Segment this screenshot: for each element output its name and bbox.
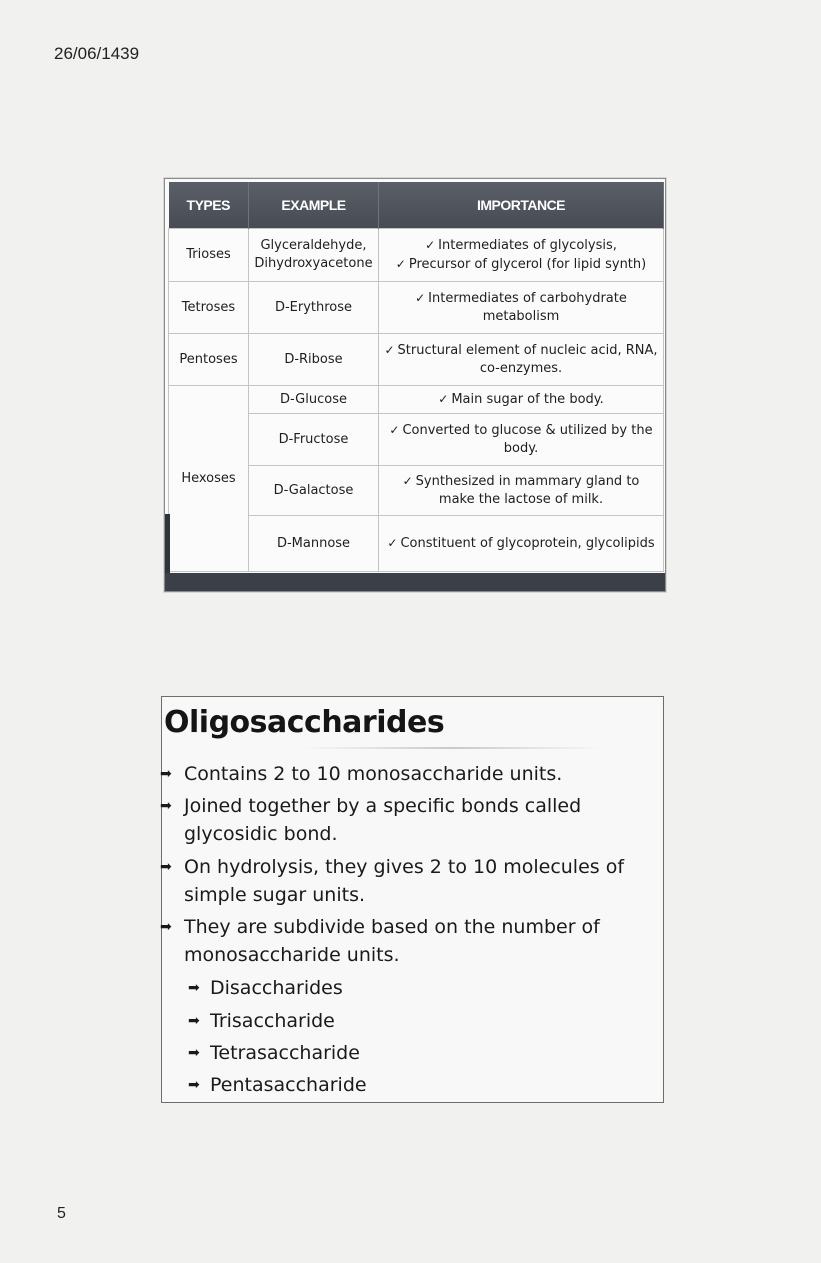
list-item [160,913,648,969]
importance-text: Intermediates of glycolysis, [438,238,617,253]
table-row [169,334,664,386]
importance-cell [379,229,664,282]
arrow-bullet-icon: ➡ [188,1013,200,1029]
importance-text: Constituent of glycoprotein, glycolipids [400,536,655,551]
type-cell: Tetroses [169,282,249,334]
check-icon: ✓ [438,392,449,406]
bullet-text: Contains 2 to 10 monosaccharide units. [184,763,563,785]
arrow-bullet-icon: ➡ [160,859,172,875]
importance-cell [379,386,664,414]
table-header-row [169,182,664,229]
slide-title: Oligosaccharides [164,705,445,740]
check-icon: ✓ [387,536,398,550]
header-types: TYPES [169,182,249,229]
arrow-bullet-icon: ➡ [160,798,172,814]
example-cell: D-Galactose [249,466,379,516]
subtype-item [188,974,343,1002]
list-item [160,792,648,848]
check-icon: ✓ [384,343,395,357]
example-cell [249,229,379,282]
arrow-bullet-icon: ➡ [188,1077,200,1093]
oligosaccharides-slide [161,696,664,1103]
check-icon: ✓ [425,238,436,252]
importance-cell [379,414,664,466]
list-item [160,853,648,909]
example-text: Dihydroxyacetone [254,256,373,271]
bullet-text: Joined together by a specific bonds called glycosidic bond. [184,795,582,845]
table-row [169,229,664,282]
table-row [169,386,664,414]
importance-cell [379,516,664,572]
example-text: Glyceraldehyde, [260,238,367,253]
importance-text: Precursor of glycerol (for lipid synth) [408,257,647,272]
example-cell: D-Mannose [249,516,379,572]
type-cell: Hexoses [169,386,249,572]
example-cell: D-Fructose [249,414,379,466]
importance-cell [379,334,664,386]
bullet-text: They are subdivide based on the number of monosaccharide units. [184,916,600,966]
arrow-bullet-icon: ➡ [160,766,172,782]
example-cell: D-Ribose [249,334,379,386]
page-number: 5 [57,1205,66,1222]
title-underline [302,747,602,749]
subtype-item [188,1039,360,1067]
subtype-text: Disaccharides [210,977,343,999]
example-cell: D-Glucose [249,386,379,414]
importance-text: Converted to glucose & utilized by the body. [402,423,653,456]
type-cell: Trioses [169,229,249,282]
arrow-bullet-icon: ➡ [160,919,172,935]
monosaccharide-types-table [168,182,664,572]
table-row [169,282,664,334]
importance-text: Intermediates of carbohydrate metabolism [428,291,627,324]
slide-bottom-bar [165,573,665,591]
header-importance: IMPORTANCE [379,182,664,229]
monosaccharide-table-slide [164,178,666,592]
check-icon: ✓ [402,474,413,488]
check-icon: ✓ [395,257,406,271]
arrow-bullet-icon: ➡ [188,1045,200,1061]
check-icon: ✓ [415,291,426,305]
check-icon: ✓ [389,423,400,437]
subtype-text: Pentasaccharide [210,1074,367,1096]
importance-cell [379,282,664,334]
list-item [160,760,648,788]
page-date: 26/06/1439 [54,44,140,63]
slide-left-strip [165,514,170,574]
subtype-text: Trisaccharide [210,1010,335,1032]
importance-cell [379,466,664,516]
example-cell: D-Erythrose [249,282,379,334]
header-example: EXAMPLE [249,182,379,229]
bullet-text: On hydrolysis, they gives 2 to 10 molecules of simple sugar units. [184,856,625,906]
subtype-item [188,1071,367,1099]
subtype-text: Tetrasaccharide [210,1042,360,1064]
arrow-bullet-icon: ➡ [188,980,200,996]
importance-text: Structural element of nucleic acid, RNA, co-enzymes. [397,343,658,376]
type-cell: Pentoses [169,334,249,386]
importance-text: Main sugar of the body. [451,392,604,407]
importance-text: Synthesized in mammary gland to make the lactose of milk. [415,474,640,507]
subtype-item [188,1007,335,1035]
